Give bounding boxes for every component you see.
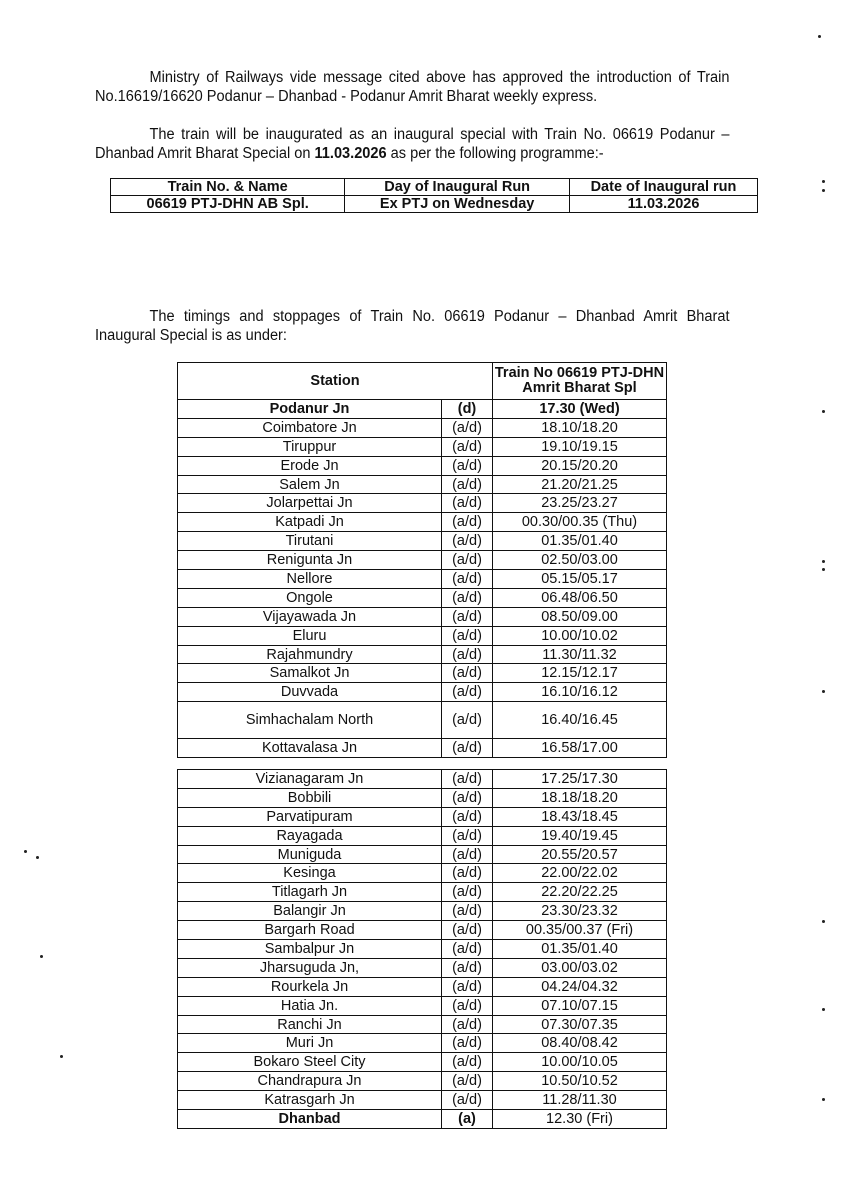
station-name: Sambalpur Jn	[178, 940, 442, 959]
arr-dep-code: (a/d)	[442, 770, 493, 789]
timetable-part2	[177, 769, 667, 1129]
timetable-row	[178, 1110, 667, 1129]
timetable-row	[178, 532, 667, 551]
timetable-row	[178, 683, 667, 702]
intro-text: Ministry of Railways vide message cited above has approved the introduction of Train No.16619/16620 Podanur – Dhanbad - Podanur Amrit Bharat weekly express.	[95, 69, 730, 105]
arr-dep-code: (a/d)	[442, 626, 493, 645]
arr-dep-code: (a/d)	[442, 456, 493, 475]
station-name: Katrasgarh Jn	[178, 1091, 442, 1110]
timing: 22.20/22.25	[493, 883, 667, 902]
timetable-row	[178, 826, 667, 845]
station-name: Salem Jn	[178, 475, 442, 494]
timing: 05.15/05.17	[493, 570, 667, 589]
station-name: Rajahmundry	[178, 645, 442, 664]
timetable-row	[178, 551, 667, 570]
arr-dep-code: (a/d)	[442, 551, 493, 570]
station-name: Bobbili	[178, 788, 442, 807]
scan-speck	[24, 850, 27, 853]
timetable-row	[178, 1091, 667, 1110]
scan-speck	[822, 189, 825, 192]
scan-speck	[36, 856, 39, 859]
timetable-row	[178, 588, 667, 607]
header-train-line2: Amrit Bharat Spl	[522, 380, 637, 396]
timetable-row	[178, 475, 667, 494]
timing: 00.30/00.35 (Thu)	[493, 513, 667, 532]
arr-dep-code: (a/d)	[442, 437, 493, 456]
timing: 10.00/10.02	[493, 626, 667, 645]
arr-dep-code: (a)	[442, 1110, 493, 1129]
timetable-row	[178, 570, 667, 589]
station-name: Balangir Jn	[178, 902, 442, 921]
programme-row	[111, 196, 758, 213]
inauguration-date: 11.03.2026	[314, 145, 387, 162]
timetable-row	[178, 1072, 667, 1091]
arr-dep-code: (a/d)	[442, 683, 493, 702]
timetable-row	[178, 494, 667, 513]
station-name: Parvatipuram	[178, 807, 442, 826]
scan-speck	[822, 410, 825, 413]
station-name: Hatia Jn.	[178, 996, 442, 1015]
arr-dep-code: (a/d)	[442, 513, 493, 532]
timetable-row	[178, 902, 667, 921]
inauguration-text: The train will be inaugurated as an inaugural special with Train No. 06619 Podanur – Dhanbad Amrit Bharat Special on	[95, 126, 730, 162]
arr-dep-code: (a/d)	[442, 977, 493, 996]
arr-dep-code: (a/d)	[442, 702, 493, 739]
timing: 21.20/21.25	[493, 475, 667, 494]
station-name: Tiruppur	[178, 437, 442, 456]
arr-dep-code: (a/d)	[442, 739, 493, 758]
timing: 00.35/00.37 (Fri)	[493, 921, 667, 940]
station-name: Vijayawada Jn	[178, 607, 442, 626]
header-train-line1: Train No 06619 PTJ-DHN	[494, 365, 665, 381]
arr-dep-code: (a/d)	[442, 588, 493, 607]
timings-text: The timings and stoppages of Train No. 06619 Podanur – Dhanbad Amrit Bharat Inaugural Special is as under:	[95, 308, 730, 344]
station-name: Jharsuguda Jn,	[178, 958, 442, 977]
arr-dep-code: (a/d)	[442, 788, 493, 807]
scan-speck	[60, 1055, 63, 1058]
timing: 10.50/10.52	[493, 1072, 667, 1091]
timing: 20.15/20.20	[493, 456, 667, 475]
inauguration-text-end: as per the following programme:-	[386, 145, 604, 162]
timetable-row	[178, 788, 667, 807]
timetable-row	[178, 883, 667, 902]
timing: 19.40/19.45	[493, 826, 667, 845]
station-name: Coimbatore Jn	[178, 418, 442, 437]
station-name: Rayagada	[178, 826, 442, 845]
arr-dep-code: (a/d)	[442, 902, 493, 921]
programme-header: Train No. & Name	[111, 179, 345, 196]
timetable-row	[178, 702, 667, 739]
timetable-row	[178, 1034, 667, 1053]
timetable-row	[178, 456, 667, 475]
station-name: Bokaro Steel City	[178, 1053, 442, 1072]
timetable-row	[178, 977, 667, 996]
arr-dep-code: (a/d)	[442, 958, 493, 977]
arr-dep-code: (a/d)	[442, 996, 493, 1015]
arr-dep-code: (a/d)	[442, 864, 493, 883]
programme-header-row	[111, 179, 758, 196]
timetable-row	[178, 626, 667, 645]
timing: 10.00/10.05	[493, 1053, 667, 1072]
programme-cell: 06619 PTJ-DHN AB Spl.	[111, 196, 345, 213]
arr-dep-code: (a/d)	[442, 570, 493, 589]
timetable-row	[178, 418, 667, 437]
station-name: Samalkot Jn	[178, 664, 442, 683]
timing: 19.10/19.15	[493, 437, 667, 456]
station-name: Rourkela Jn	[178, 977, 442, 996]
station-name: Kottavalasa Jn	[178, 739, 442, 758]
timing: 04.24/04.32	[493, 977, 667, 996]
timetable-row	[178, 1053, 667, 1072]
timing: 12.15/12.17	[493, 664, 667, 683]
timing: 08.40/08.42	[493, 1034, 667, 1053]
station-name: Tirutani	[178, 532, 442, 551]
station-name: Katpadi Jn	[178, 513, 442, 532]
timing: 11.30/11.32	[493, 645, 667, 664]
arr-dep-code: (a/d)	[442, 845, 493, 864]
timetable-row	[178, 940, 667, 959]
scan-speck	[822, 568, 825, 571]
timetable-part1	[177, 362, 667, 758]
timing: 07.30/07.35	[493, 1015, 667, 1034]
arr-dep-code: (a/d)	[442, 664, 493, 683]
header-train	[493, 363, 667, 400]
station-name: Ongole	[178, 588, 442, 607]
arr-dep-code: (a/d)	[442, 921, 493, 940]
scan-speck	[40, 955, 43, 958]
timing: 01.35/01.40	[493, 532, 667, 551]
arr-dep-code: (a/d)	[442, 883, 493, 902]
timetable-row	[178, 807, 667, 826]
scan-speck	[822, 1098, 825, 1101]
timetable-row	[178, 770, 667, 789]
timing: 16.58/17.00	[493, 739, 667, 758]
intro-paragraph	[95, 68, 730, 106]
arr-dep-code: (a/d)	[442, 494, 493, 513]
timing: 20.55/20.57	[493, 845, 667, 864]
scan-speck	[822, 180, 825, 183]
arr-dep-code: (a/d)	[442, 645, 493, 664]
timetable-row	[178, 645, 667, 664]
timing: 02.50/03.00	[493, 551, 667, 570]
programme-cell: Ex PTJ on Wednesday	[345, 196, 570, 213]
timetable-row	[178, 845, 667, 864]
timing: 23.30/23.32	[493, 902, 667, 921]
scan-speck	[822, 690, 825, 693]
timetable-row	[178, 739, 667, 758]
timing: 16.10/16.12	[493, 683, 667, 702]
arr-dep-code: (a/d)	[442, 1091, 493, 1110]
timing: 22.00/22.02	[493, 864, 667, 883]
station-name: Muri Jn	[178, 1034, 442, 1053]
station-name: Renigunta Jn	[178, 551, 442, 570]
arr-dep-code: (a/d)	[442, 1072, 493, 1091]
timing: 12.30 (Fri)	[493, 1110, 667, 1129]
scan-speck	[818, 35, 821, 38]
scan-speck	[822, 1008, 825, 1011]
timing: 08.50/09.00	[493, 607, 667, 626]
timing: 17.30 (Wed)	[493, 400, 667, 419]
station-name: Nellore	[178, 570, 442, 589]
arr-dep-code: (a/d)	[442, 475, 493, 494]
arr-dep-code: (a/d)	[442, 807, 493, 826]
header-station: Station	[178, 363, 493, 400]
arr-dep-code: (a/d)	[442, 1034, 493, 1053]
station-name: Muniguda	[178, 845, 442, 864]
timing: 01.35/01.40	[493, 940, 667, 959]
timetable-header-row	[178, 363, 667, 400]
station-name: Chandrapura Jn	[178, 1072, 442, 1091]
timing: 17.25/17.30	[493, 770, 667, 789]
station-name: Vizianagaram Jn	[178, 770, 442, 789]
arr-dep-code: (a/d)	[442, 940, 493, 959]
timetable-row	[178, 996, 667, 1015]
station-name: Titlagarh Jn	[178, 883, 442, 902]
timing: 18.10/18.20	[493, 418, 667, 437]
scan-speck	[822, 920, 825, 923]
timetable-row	[178, 864, 667, 883]
timing: 23.25/23.27	[493, 494, 667, 513]
timetable-row	[178, 400, 667, 419]
station-name: Bargarh Road	[178, 921, 442, 940]
station-name: Kesinga	[178, 864, 442, 883]
arr-dep-code: (d)	[442, 400, 493, 419]
timing: 18.43/18.45	[493, 807, 667, 826]
timetable-row	[178, 513, 667, 532]
station-name: Ranchi Jn	[178, 1015, 442, 1034]
arr-dep-code: (a/d)	[442, 1053, 493, 1072]
arr-dep-code: (a/d)	[442, 826, 493, 845]
programme-table	[110, 178, 758, 213]
programme-header: Day of Inaugural Run	[345, 179, 570, 196]
station-name: Duvvada	[178, 683, 442, 702]
station-name: Dhanbad	[178, 1110, 442, 1129]
station-name: Eluru	[178, 626, 442, 645]
scan-speck	[822, 560, 825, 563]
timetable-row	[178, 607, 667, 626]
arr-dep-code: (a/d)	[442, 532, 493, 551]
station-name: Erode Jn	[178, 456, 442, 475]
timetable-row	[178, 664, 667, 683]
timetable-row	[178, 437, 667, 456]
inauguration-paragraph	[95, 125, 730, 163]
arr-dep-code: (a/d)	[442, 1015, 493, 1034]
programme-header: Date of Inaugural run	[570, 179, 758, 196]
timetable-row	[178, 958, 667, 977]
station-name: Simhachalam North	[178, 702, 442, 739]
timing: 18.18/18.20	[493, 788, 667, 807]
station-name: Podanur Jn	[178, 400, 442, 419]
arr-dep-code: (a/d)	[442, 607, 493, 626]
timing: 07.10/07.15	[493, 996, 667, 1015]
timing: 11.28/11.30	[493, 1091, 667, 1110]
timings-paragraph	[95, 307, 730, 345]
timing: 16.40/16.45	[493, 702, 667, 739]
timing: 03.00/03.02	[493, 958, 667, 977]
timetable-row	[178, 1015, 667, 1034]
arr-dep-code: (a/d)	[442, 418, 493, 437]
timetable-row	[178, 921, 667, 940]
programme-cell: 11.03.2026	[570, 196, 758, 213]
station-name: Jolarpettai Jn	[178, 494, 442, 513]
timing: 06.48/06.50	[493, 588, 667, 607]
